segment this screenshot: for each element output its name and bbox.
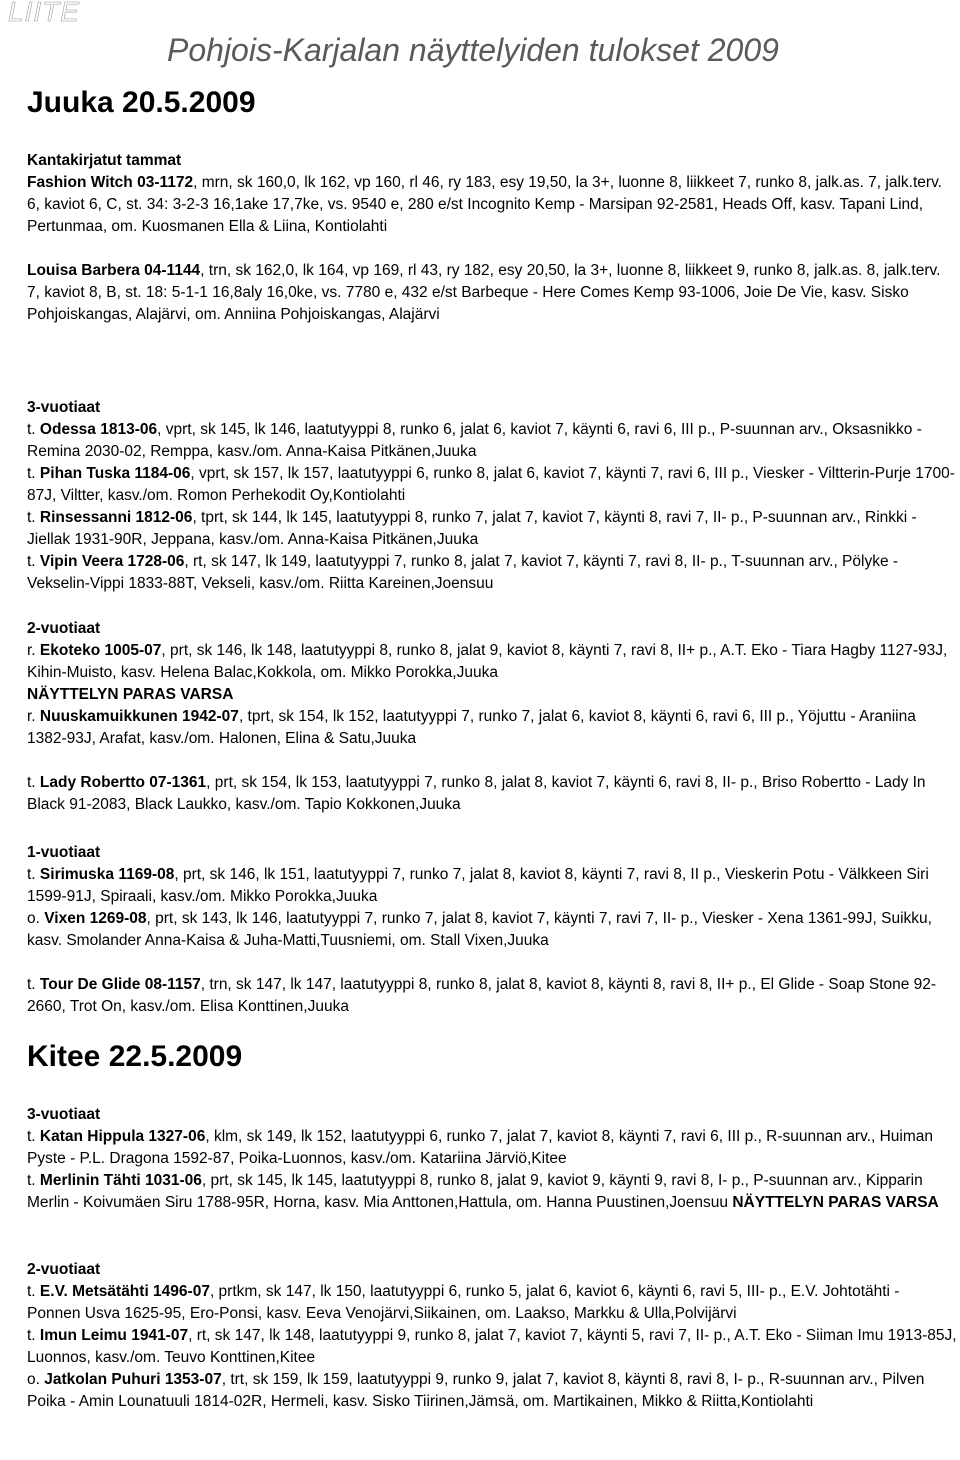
horse-name: Louisa Barbera 04-1144 bbox=[27, 262, 201, 279]
horse-details: , vprt, sk 157, lk 157, laatutyyppi 6, runko 8, jalat 6, kaviot 7, käynti 7, ravi 6, III p., Viesker - Viltterin-Purje 1700-87J, Viltter, kasv./om. Romon Perhekodit Oy,Kontiolahti bbox=[27, 465, 955, 504]
horse-name: Lady Robertto 07-1361 bbox=[39, 774, 207, 791]
list-item bbox=[27, 1369, 957, 1413]
horse-details: , trn, sk 147, lk 147, laatutyyppi 8, runko 8, jalat 8, kaviot 8, käynti 8, ravi 8, II+ p., El Glide - Soap Stone 92-2660, Trot On, kasv./om. Elisa Konttinen,Juuka bbox=[27, 976, 937, 1015]
event-title-kitee: Kitee 22.5.2009 bbox=[27, 1040, 243, 1073]
section-heading: 2-vuotiaat bbox=[27, 1261, 101, 1278]
entry-prefix: t. bbox=[27, 774, 40, 791]
horse-name: Odessa 1813-06 bbox=[39, 421, 158, 438]
appendix-label: LIITE bbox=[8, 0, 80, 27]
list-item bbox=[27, 640, 957, 684]
entry-prefix: t. bbox=[27, 465, 40, 482]
horse-name: Katan Hippula 1327-06 bbox=[39, 1128, 206, 1145]
horse-details: , vprt, sk 145, lk 146, laatutyyppi 8, runko 6, jalat 6, kaviot 7, käynti 6, ravi 6, III p., P-suunnan arv., Oksasnikko - Remina 2030-02, Remppa, kasv./om. Anna-Kaisa Pitkänen,Juuka bbox=[27, 421, 922, 460]
list-item bbox=[27, 974, 957, 1018]
list-item bbox=[27, 507, 957, 551]
section-heading: 2-vuotiaat bbox=[27, 620, 101, 637]
section-juuka-3v bbox=[27, 397, 957, 595]
entry-prefix: t. bbox=[27, 1327, 40, 1344]
entry-prefix: t. bbox=[27, 1128, 40, 1145]
horse-details: , prtkm, sk 147, lk 150, laatutyyppi 6, runko 5, jalat 6, kaviot 6, käynti 6, ravi 5, III- p., E.V. Johtotähti - Ponnen Usva 1625-95, Ero-Ponsi, kasv. Eeva Venojärvi,Siikainen, om. Laakso, Markku & Ulla,Polvijärvi bbox=[27, 1283, 900, 1322]
event-title-juuka: Juuka 20.5.2009 bbox=[27, 86, 256, 119]
list-item bbox=[27, 260, 957, 326]
entry-prefix: t. bbox=[27, 553, 40, 570]
horse-details: , prt, sk 154, lk 153, laatutyyppi 7, runko 8, jalat 8, kaviot 7, käynti 6, ravi 8, II- p., Briso Robertto - Lady In Black 91-2083, Black Laukko, kasv./om. Tapio Kokkonen,Juuka bbox=[27, 774, 926, 813]
entry-prefix: o. bbox=[27, 1371, 45, 1388]
horse-name: Merlinin Tähti 1031-06 bbox=[39, 1172, 202, 1189]
list-item bbox=[27, 419, 957, 463]
horse-details: , mrn, sk 160,0, lk 162, vp 160, rl 46, ry 183, esy 19,50, la 3+, luonne 8, liikkeet 7, runko 8, jalk.as. 7, jalk.terv. 6, kaviot 6, C, st. 34: 3-2-3 16,1ake 17,7ke, vs. 9540 e, 280 e/st Incognito Kemp - Marsipan 92-2581, Heads Off, kasv. Tapani Lind, Pertunmaa, om. Kuosmanen Ella & Liina, Kontiolahti bbox=[27, 174, 942, 235]
horse-name: Sirimuska 1169-08 bbox=[39, 866, 175, 883]
horse-details: , rt, sk 147, lk 148, laatutyyppi 9, runko 8, jalat 7, kaviot 7, käynti 5, ravi 7, II- p., A.T. Eko - Siiman Imu 1913-85J, Luonnos, kasv./om. Teuvo Konttinen,Kitee bbox=[27, 1327, 957, 1366]
horse-details: , trt, sk 159, lk 159, laatutyyppi 9, runko 9, jalat 7, kaviot 8, käynti 8, ravi 8, I- p., R-suunnan arv., Pilven Poika - Amin Lounatuuli 1814-02R, Hermeli, kasv. Sisko Tiirinen,Jämsä, om. Martikainen, Mikko & Riitta,Kontiolahti bbox=[27, 1371, 925, 1410]
list-item bbox=[27, 1325, 957, 1369]
list-item bbox=[27, 1281, 957, 1325]
section-heading: 3-vuotiaat bbox=[27, 1106, 101, 1123]
list-item bbox=[27, 706, 957, 750]
entry-prefix: t. bbox=[27, 976, 40, 993]
best-foal-label: NÄYTTELYN PARAS VARSA bbox=[732, 1194, 939, 1211]
horse-name: Fashion Witch 03-1172 bbox=[27, 174, 194, 191]
horse-name: Nuuskamuikkunen 1942-07 bbox=[39, 708, 239, 725]
entry-prefix: t. bbox=[27, 509, 40, 526]
list-item bbox=[27, 551, 957, 595]
entry-prefix: r. bbox=[27, 708, 40, 725]
horse-name: Vixen 1269-08 bbox=[44, 910, 147, 927]
horse-details: , klm, sk 149, lk 152, laatutyyppi 6, runko 7, jalat 7, kaviot 8, käynti 7, ravi 6, III p., R-suunnan arv., Huiman Pyste - P.L. Dragona 1592-87, Poika-Luonnos, kasv./om. Katariina Järviö,Kitee bbox=[27, 1128, 934, 1167]
section-juuka-2v bbox=[27, 618, 957, 816]
section-juuka-1v bbox=[27, 842, 957, 1018]
section-kantakirjatut bbox=[27, 150, 957, 326]
section-kitee-2v bbox=[27, 1259, 957, 1413]
entry-prefix: t. bbox=[27, 1172, 40, 1189]
horse-name: Tour De Glide 08-1157 bbox=[39, 976, 201, 993]
entry-prefix: t. bbox=[27, 866, 40, 883]
list-item bbox=[27, 1170, 957, 1214]
horse-details: , trn, sk 162,0, lk 164, vp 169, rl 43, ry 182, esy 20,50, la 3+, luonne 8, liikkeet 9, runko 8, jalk.as. 8, jalk.terv. 7, kaviot 8, B, st. 18: 5-1-1 16,8aly 16,0ke, vs. 7780 e, 432 e/st Barbeque - Here Comes Kemp 93-1006, Joie De Vie, kasv. Sisko Pohjoiskangas, Alajärvi, om. Anniina Pohjoiskangas, Alajärvi bbox=[27, 262, 941, 323]
list-item bbox=[27, 908, 957, 952]
entry-prefix: t. bbox=[27, 421, 40, 438]
list-item bbox=[27, 172, 957, 238]
horse-name: Ekoteko 1005-07 bbox=[39, 642, 162, 659]
list-item bbox=[27, 1126, 957, 1170]
list-item bbox=[27, 772, 957, 816]
horse-name: Imun Leimu 1941-07 bbox=[39, 1327, 189, 1344]
horse-details: , tprt, sk 154, lk 152, laatutyyppi 7, runko 7, jalat 6, kaviot 8, käynti 6, ravi 6, III p., Yöjuttu - Araniina 1382-93J, Arafat, kasv./om. Halonen, Elina & Satu,Juuka bbox=[27, 708, 916, 747]
horse-details: , rt, sk 147, lk 149, laatutyyppi 7, runko 8, jalat 7, kaviot 7, käynti 7, ravi 8, II- p., T-suunnan arv., Pölyke - Vekselin-Vippi 1833-88T, Vekseli, kasv./om. Riitta Kareinen,Joensuu bbox=[27, 553, 899, 592]
horse-name: E.V. Metsätähti 1496-07 bbox=[39, 1283, 210, 1300]
horse-name: Jatkolan Puhuri 1353-07 bbox=[44, 1371, 222, 1388]
entry-prefix: r. bbox=[27, 642, 40, 659]
document-title: Pohjois-Karjalan näyttelyiden tulokset 2009 bbox=[167, 32, 779, 68]
section-heading: 3-vuotiaat bbox=[27, 399, 101, 416]
list-item bbox=[27, 864, 957, 908]
horse-name: Pihan Tuska 1184-06 bbox=[39, 465, 191, 482]
horse-name: Rinsessanni 1812-06 bbox=[39, 509, 193, 526]
horse-details: , tprt, sk 144, lk 145, laatutyyppi 8, runko 7, jalat 7, kaviot 7, käynti 8, ravi 7, II- p., P-suunnan arv., Rinkki - Jiellak 1931-90R, Jeppana, kasv./om. Anna-Kaisa Pitkänen,Juuka bbox=[27, 509, 917, 548]
best-foal-label: NÄYTTELYN PARAS VARSA bbox=[27, 686, 234, 703]
horse-details: , prt, sk 143, lk 146, laatutyyppi 7, runko 7, jalat 8, kaviot 7, käynti 7, ravi 7, II- p., Viesker - Xena 1361-99J, Suikku, kasv. Smolander Anna-Kaisa & Juha-Matti,Tuusniemi, om. Stall Vixen,Juuka bbox=[27, 910, 932, 949]
section-heading: Kantakirjatut tammat bbox=[27, 152, 182, 169]
section-heading: 1-vuotiaat bbox=[27, 844, 101, 861]
entry-prefix: o. bbox=[27, 910, 45, 927]
horse-details: , prt, sk 145, lk 145, laatutyyppi 8, runko 8, jalat 9, kaviot 9, käynti 9, ravi 8, I- p., P-suunnan arv., Kipparin Merlin - Koivumäen Siru 1788-95R, Horna, kasv. Mia Anttonen,Hattula, om. Hanna Puustinen,Joensuu bbox=[27, 1172, 923, 1211]
horse-details: , prt, sk 146, lk 151, laatutyyppi 7, runko 7, jalat 8, kaviot 8, käynti 7, ravi 8, II p., Vieskerin Potu - Välkkeen Siri 1599-91J, Spiraali, kasv./om. Mikko Porokka,Juuka bbox=[27, 866, 929, 905]
entry-prefix: t. bbox=[27, 1283, 40, 1300]
horse-name: Vipin Veera 1728-06 bbox=[39, 553, 185, 570]
horse-details: , prt, sk 146, lk 148, laatutyyppi 8, runko 8, jalat 9, kaviot 8, käynti 7, ravi 8, II+ p., A.T. Eko - Tiara Hagby 1127-93J, Kihin-Muisto, kasv. Helena Balac,Kokkola, om. Mikko Porokka,Juuka bbox=[27, 642, 948, 681]
list-item bbox=[27, 463, 957, 507]
section-kitee-3v bbox=[27, 1104, 957, 1214]
